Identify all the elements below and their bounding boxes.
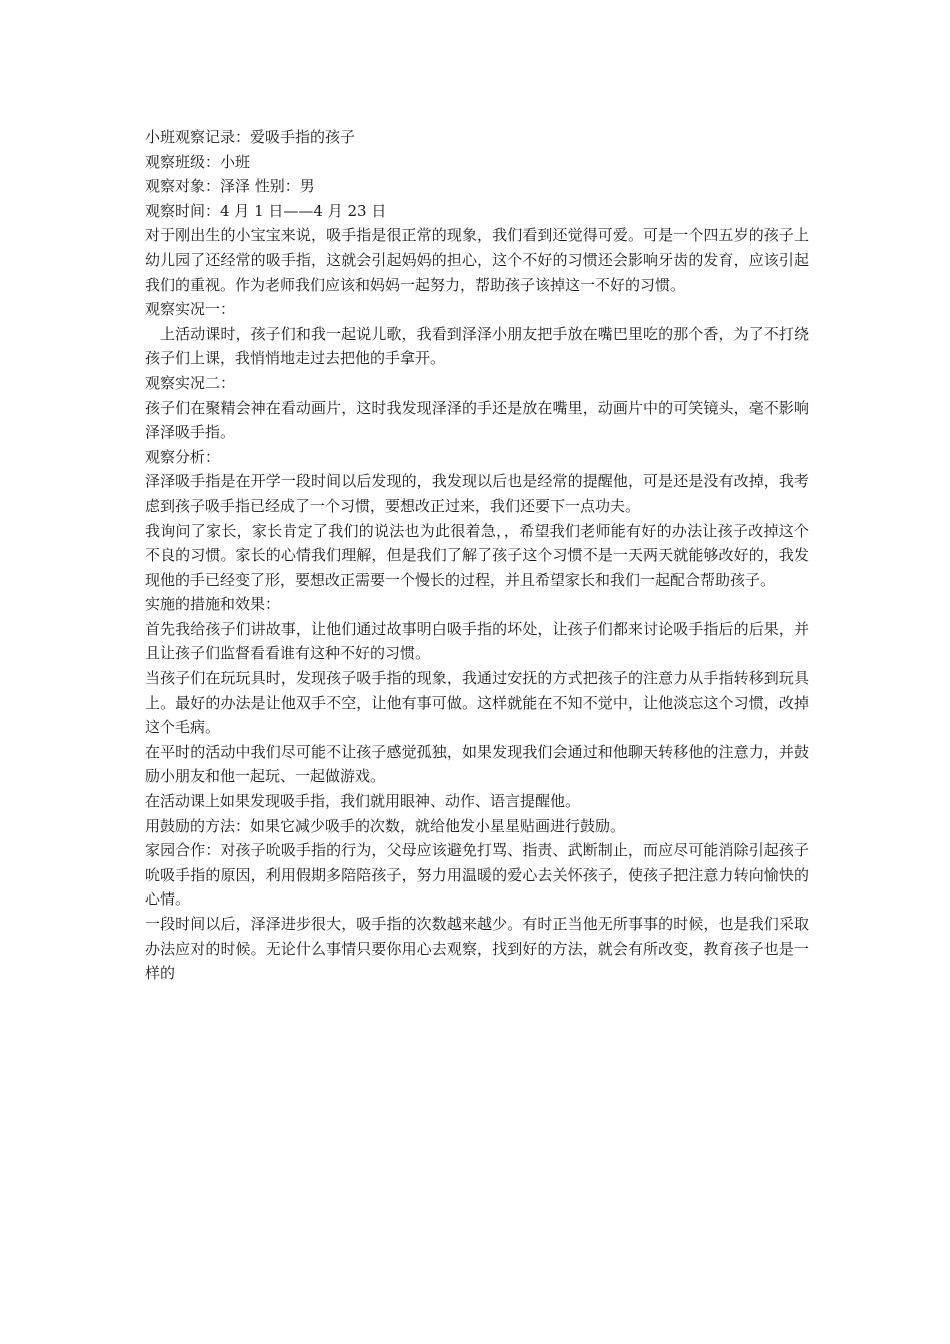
analysis-paragraph-2: 我询问了家长，家长肯定了我们的说法也为此很着急，，希望我们老师能有好的办法让孩子改掉这个不良的习惯。家长的心情我们理解，但是我们了解了孩子这个习惯不是一天两天就能够改好的，我发现他的手已经变了形，要想改正需要一个慢长的过程，并且希望家长和我们一起配合帮助孩子。: [145, 521, 809, 589]
document-title: 小班观察记录：爱吸手指的孩子: [145, 128, 356, 146]
case1-paragraph: 上活动课时，孩子们和我一起说儿歌，我看到泽泽小朋友把手放在嘴巴里吃的那个香，为了不打绕孩子们上课，我悄悄地走过去把他的手拿开。: [145, 324, 809, 368]
case1-heading: 观察实况一：: [145, 300, 236, 319]
observation-time: 观察时间：4 月 1 日——4 月 23 日: [145, 201, 387, 220]
measures-paragraph-5: 用鼓励的方法：如果它减少吸手的次数，就给他发小星星贴画进行鼓励。: [145, 816, 626, 835]
measures-paragraph-3: 在平时的活动中我们尽可能不让孩子感觉孤独，如果发现我们会通过和他聊天转移他的注意力，并鼓励小朋友和他一起玩、一起做游戏。: [145, 742, 809, 786]
observation-subject: 观察对象：泽泽 性别：男: [145, 177, 315, 196]
intro-paragraph: 对于刚出生的小宝宝来说，吸手指是很正常的现象，我们看到还觉得可爱。可是一个四五岁的孩子上幼儿园了还经常的吸手指，这就会引起妈妈的担心，这个不好的习惯还会影响牙齿的发育，应该引起我们的重视。作为老师我们应该和妈妈一起努力，帮助孩子该掉这一不好的习惯。: [145, 226, 809, 294]
analysis-paragraph-1: 泽泽吸手指是在开学一段时间以后发现的，我发现以后也是经常的提醒他，可是还是没有改掉，我考虑到孩子吸手指已经成了一个习惯，要想改正过来，我们还要下一点功夫。: [145, 472, 809, 515]
conclusion-paragraph: 一段时间以后，泽泽进步很大，吸手指的次数越来越少。有时正当他无所事事的时候，也是我们采取办法应对的时候。无论什么事情只要你用心去观察，找到好的方法，就会有所改变，教育孩子也是一样的: [145, 915, 809, 983]
measures-paragraph-2: 当孩子们在玩玩具时，发现孩子吸手指的现象，我通过安抚的方式把孩子的注意力从手指转移到玩具上。最好的办法是让他双手不空，让他有事可做。这样就能在不知不觉中，让他淡忘这个习惯，改掉这个毛病。: [145, 669, 809, 737]
observation-class: 观察班级：小班: [145, 152, 251, 171]
measures-paragraph-6: 家园合作：对孩子吮吸手指的行为，父母应该避免打骂、指责、武断制止，而应尽可能消除引起孩子吮吸手指的原因，利用假期多陪陪孩子，努力用温暖的爱心去关怀孩子，使孩子把注意力转向愉快的心情。: [145, 841, 809, 909]
case2-heading: 观察实况二：: [145, 373, 236, 392]
document-body: [145, 125, 809, 986]
measures-paragraph-4: 在活动课上如果发现吸手指，我们就用眼神、动作、语言提醒他。: [145, 792, 581, 811]
analysis-heading: 观察分析：: [145, 447, 221, 466]
case2-paragraph: 孩子们在聚精会神在看动画片，这时我发现泽泽的手还是放在嘴里，动画片中的可笑镜头，毫不影响泽泽吸手指。: [145, 398, 809, 442]
measures-heading: 实施的措施和效果：: [145, 595, 281, 614]
measures-paragraph-1: 首先我给孩子们讲故事，让他们通过故事明白吸手指的坏处，让孩子们都来讨论吸手指后的后果，并且让孩子们监督看看谁有这种不好的习惯。: [145, 619, 809, 663]
